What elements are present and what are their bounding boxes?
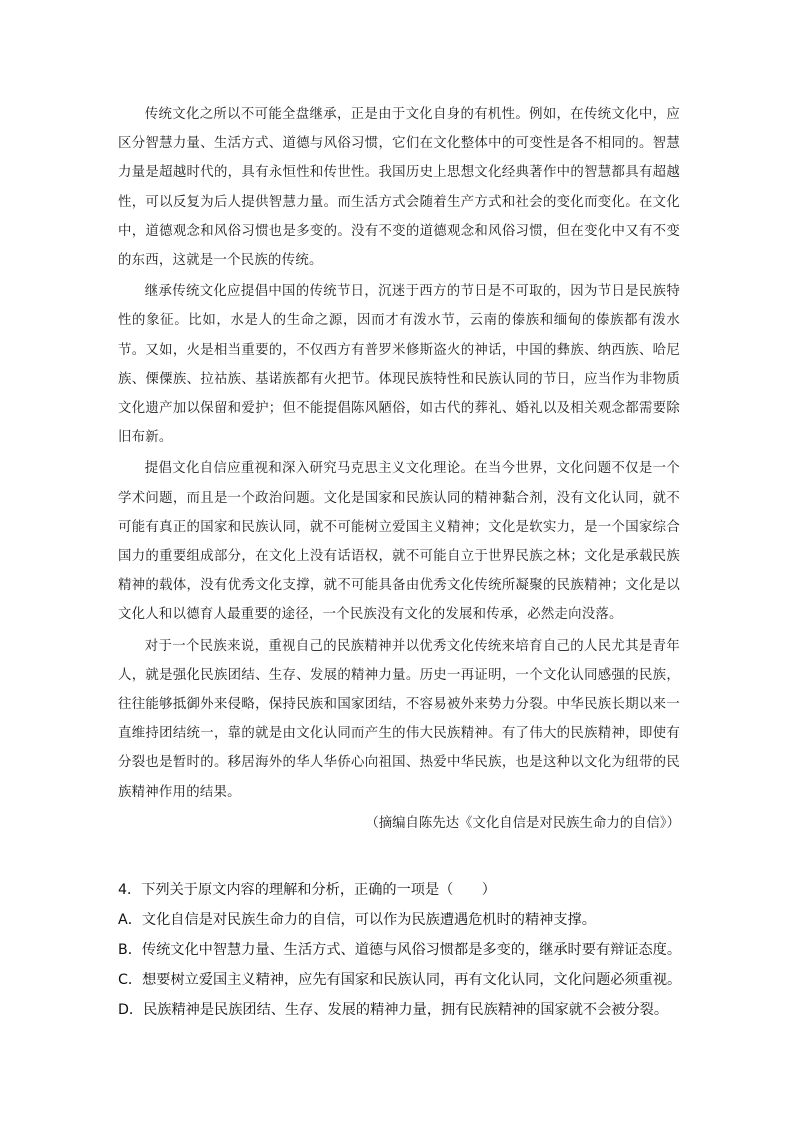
passage-paragraph-2: 继承传统文化应提倡中国的传统节日，沉迷于西方的节日是不可取的，因为节日是民族特性的象征。比如，水是人的生命之源，因而才有泼水节，云南的傣族和缅甸的傣族都有泼水节。又如，火是相当重要的，不仅西方有普罗米修斯盗火的神话，中国的彝族、纳西族、哈尼族、傈僳族、拉祜族、基诺族都有火把节。体现民族特性和民族认同的节日，应当作为非物质文化遗产加以保留和爱护；但不能提倡陈风陋俗，如古代的葬礼、婚礼以及相关观念都需要除旧布新。 <box>118 284 680 446</box>
passage-paragraph-1: 传统文化之所以不可能全盘继承，正是由于文化自身的有机性。例如，在传统文化中，应区分智慧力量、生活方式、道德与风俗习惯，它们在文化整体中的可变性是各不相同的。智慧力量是超越时代的，具有永恒性和传世性。我国历史上思想文化经典著作中的智慧都具有超越性，可以反复为后人提供智慧力量。而生活方式会随着生产方式和社会的变化而变化。在文化中，道德观念和风俗习惯也是多变的。没有不变的道德观念和风俗习惯，但在变化中又有不变的东西，这就是一个民族的传统。 <box>118 107 680 269</box>
question-block <box>118 876 688 1025</box>
passage-source: （摘编自陈先达《文化自信是对民族生命力的自信》） <box>365 815 680 831</box>
reading-passage <box>118 100 680 838</box>
passage-paragraph-4: 对于一个民族来说，重视自己的民族精神并以优秀文化传统来培育自己的人民尤其是青年人，就是强化民族团结、生存、发展的精神力量。历史一再证明，一个文化认同感强的民族，往往能够抵御外来侵略，保持民族和国家团结，不容易被外来势力分裂。中华民族长期以来一直维持团结统一，靠的就是由文化认同而产生的伟大民族精神。有了伟大的民族精神，即使有分裂也是暂时的。移居海外的华人华侨心向祖国、热爱中华民族，也是这种以文化为纽带的民族精神作用的结果。 <box>118 638 680 800</box>
option-a: A．文化自信是对民族生命力的自信，可以作为民族遭遇危机时的精神支撑。 <box>118 912 596 928</box>
option-b: B．传统文化中智慧力量、生活方式、道德与风俗习惯都是多变的，继承时要有辩证态度。 <box>118 942 682 958</box>
question-stem: 4．下列关于原文内容的理解和分析，正确的一项是（ ） <box>118 882 496 898</box>
passage-paragraph-3: 提倡文化自信应重视和深入研究马克思主义文化理论。在当今世界，文化问题不仅是一个学术问题，而且是一个政治问题。文化是国家和民族认同的精神黏合剂，没有文化认同，就不可能有真正的国家和民族认同，就不可能树立爱国主义精神；文化是软实力，是一个国家综合国力的重要组成部分，在文化上没有话语权，就不可能自立于世界民族之林；文化是承载民族精神的载体，没有优秀文化支撑，就不可能具备由优秀文化传统所凝聚的民族精神；文化是以文化人和以德育人最重要的途径，一个民族没有文化的发展和传承，必然走向没落。 <box>118 461 680 623</box>
option-d: D．民族精神是民族团结、生存、发展的精神力量，拥有民族精神的国家就不会被分裂。 <box>118 1002 669 1018</box>
option-c: C．想要树立爱国主义精神，应先有国家和民族认同，再有文化认同，文化问题必须重视。 <box>118 972 682 988</box>
